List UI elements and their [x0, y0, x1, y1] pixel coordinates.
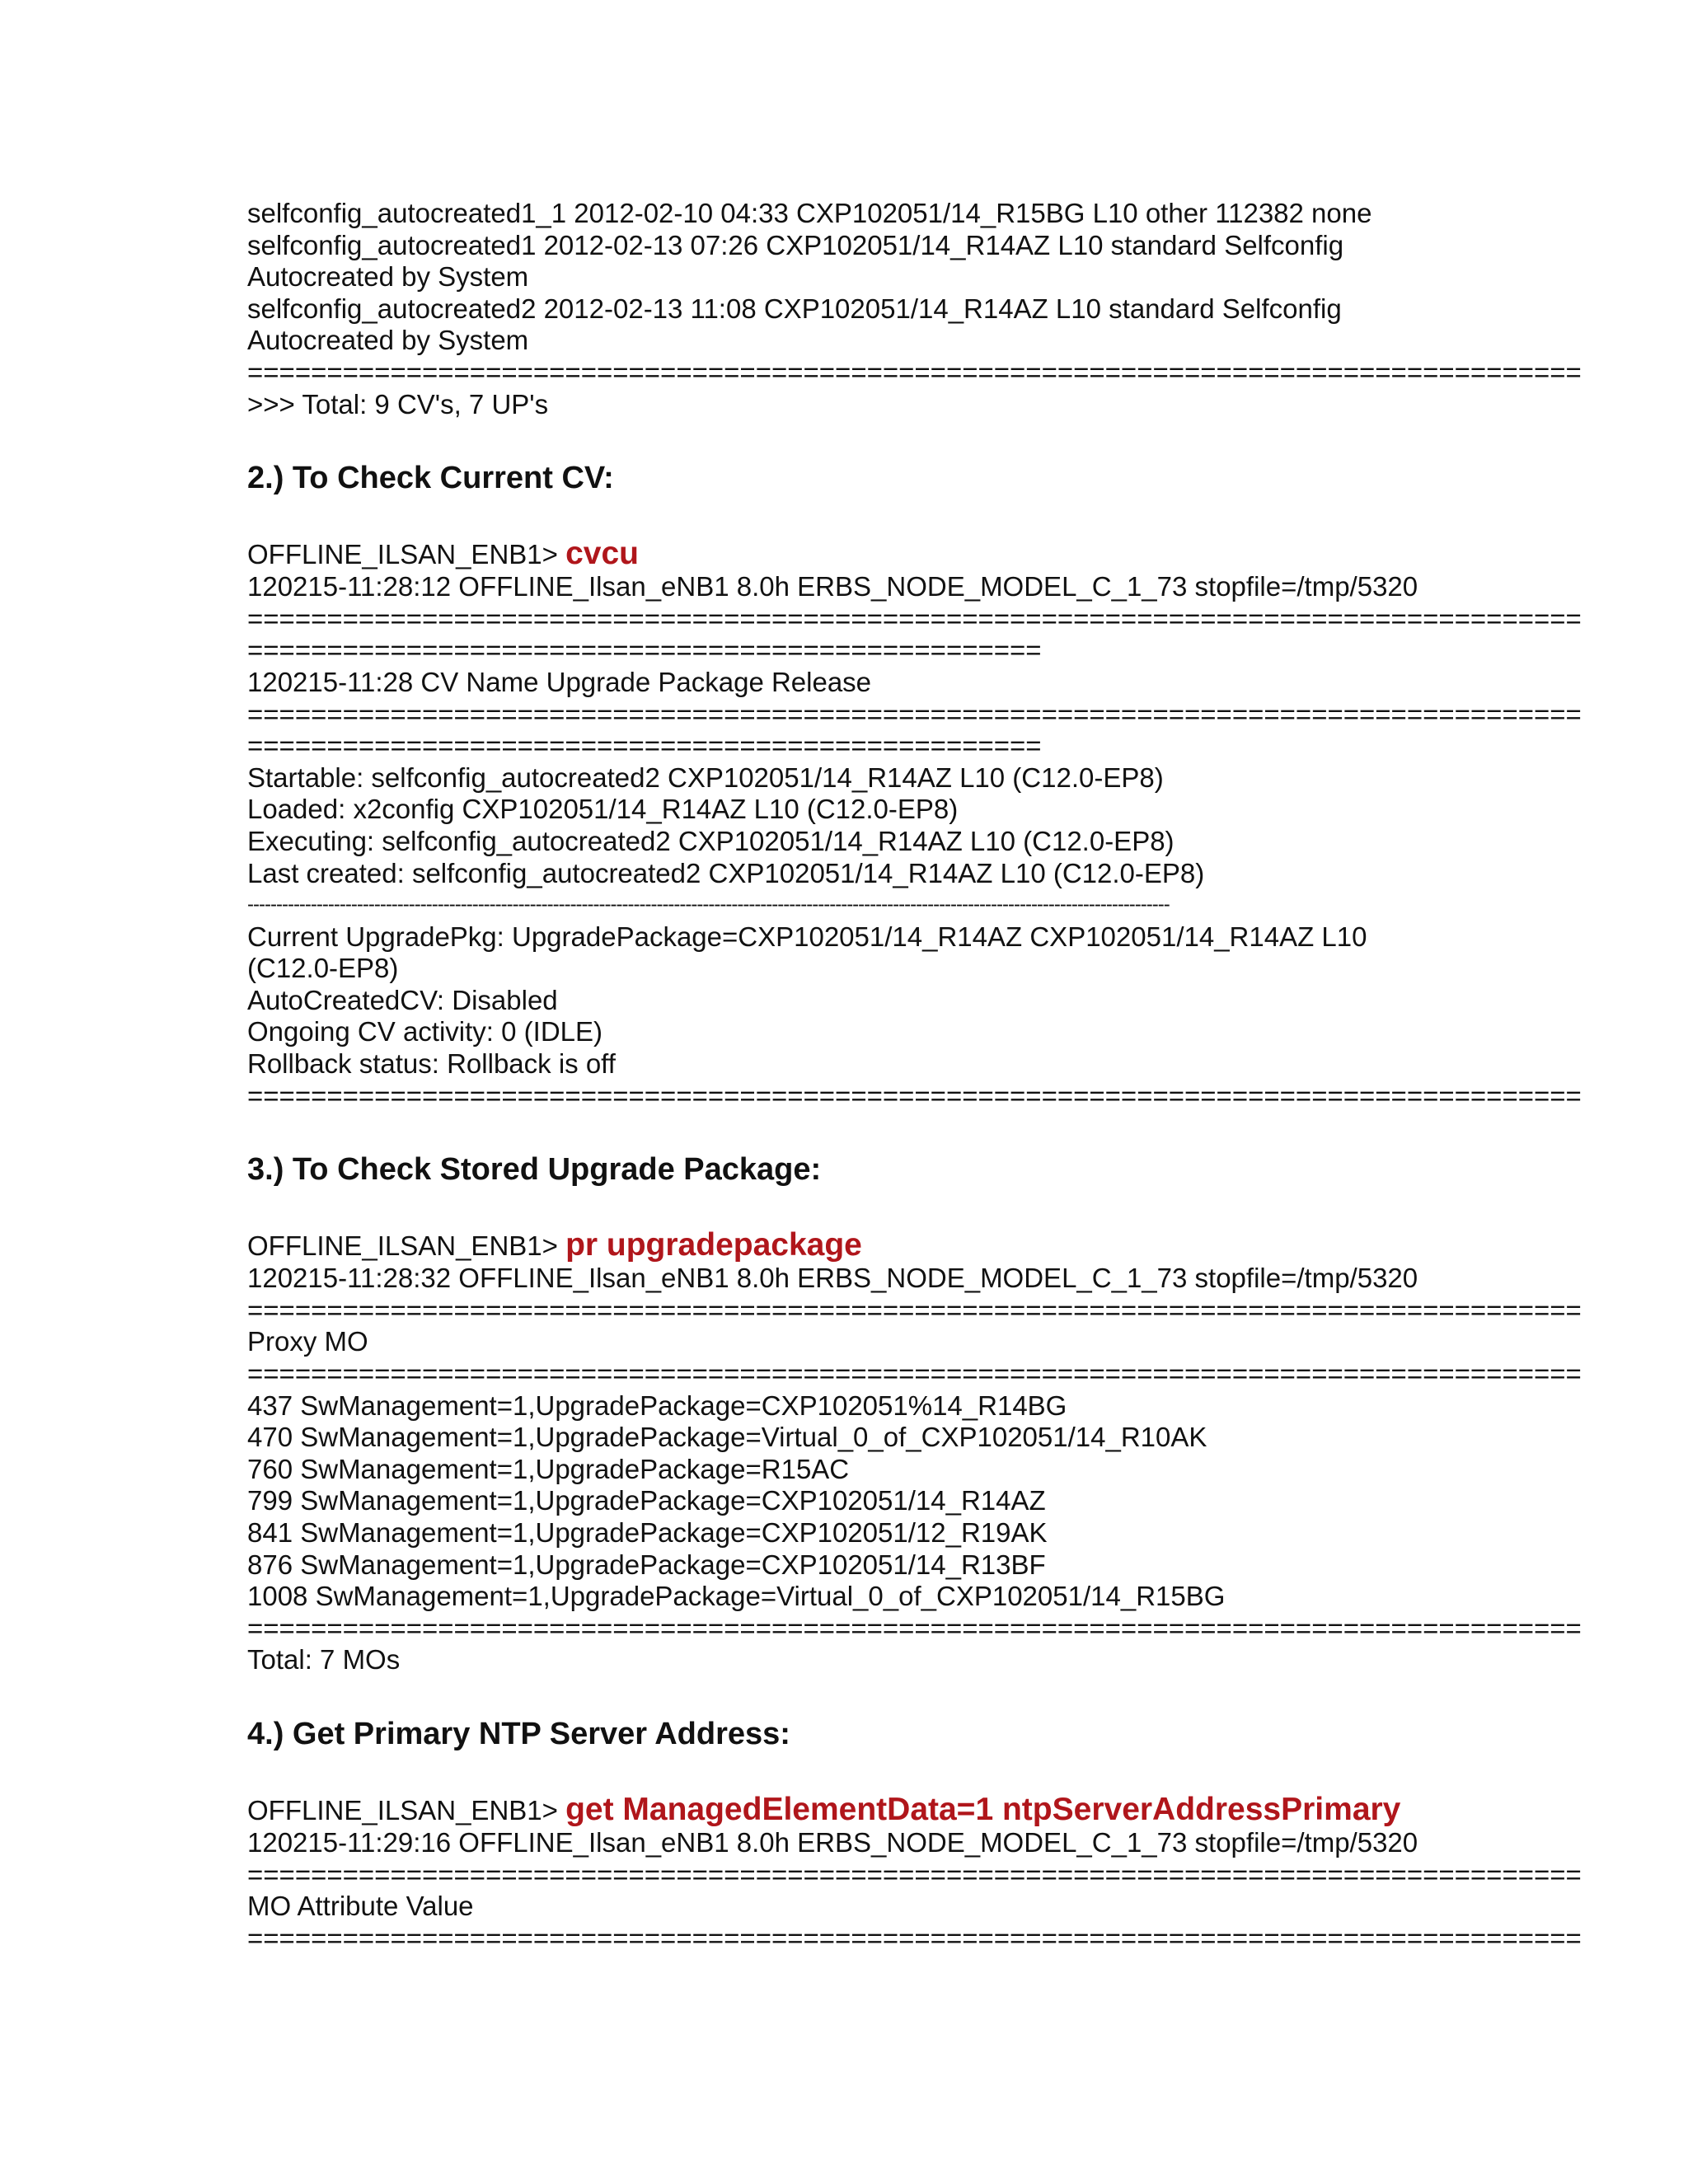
separator: ==================================================================================== — [247, 698, 1582, 729]
table-row: 799 SwManagement=1,UpgradePackage=CXP102051/14_R14AZ — [247, 1485, 1046, 1516]
prompt: OFFLINE_ILSAN_ENB1> — [247, 1794, 566, 1825]
command-line — [247, 1793, 1484, 1827]
upgrade-package-block — [247, 1227, 1582, 1676]
command-text: pr upgradepackage — [565, 1227, 862, 1263]
table-row: Executing: selfconfig_autocreated2 CXP102051/14_R14AZ L10 (C12.0-EP8) — [247, 825, 1175, 856]
separator: ==================================================================================== — [247, 1922, 1582, 1953]
detail-line: AutoCreatedCV: Disabled — [247, 984, 558, 1015]
prompt: OFFLINE_ILSAN_ENB1> — [247, 539, 566, 570]
cv-list-line: selfconfig_autocreated2 2012-02-13 11:08 CXP102051/14_R14AZ L10 standard Selfconfig — [247, 293, 1342, 324]
cv-list-line: Autocreated by System — [247, 325, 529, 356]
table-row: 841 SwManagement=1,UpgradePackage=CXP102051/12_R19AK — [247, 1517, 1048, 1548]
command-text: cvcu — [565, 536, 639, 572]
detail-line: (C12.0-EP8) — [247, 953, 399, 984]
table-row: 876 SwManagement=1,UpgradePackage=CXP102051/14_R13BF — [247, 1549, 1046, 1580]
table-header: MO Attribute Value — [247, 1891, 474, 1922]
detail-line: Rollback status: Rollback is off — [247, 1048, 616, 1080]
separator: ==================================================================================== — [247, 1612, 1582, 1643]
table-row: Loaded: x2config CXP102051/14_R14AZ L10 (C12.0-EP8) — [247, 794, 959, 825]
section-heading-ntp-server: 4.) Get Primary NTP Server Address: — [247, 1716, 790, 1751]
table-row: Last created: selfconfig_autocreated2 CXP102051/14_R14AZ L10 (C12.0-EP8) — [247, 857, 1205, 888]
table-row: Startable: selfconfig_autocreated2 CXP102051/14_R14AZ L10 (C12.0-EP8) — [247, 762, 1164, 793]
table-row: 437 SwManagement=1,UpgradePackage=CXP102051%14_R14BG — [247, 1390, 1067, 1421]
separator: ==================================================================================== — [247, 1358, 1582, 1390]
table-row: 470 SwManagement=1,UpgradePackage=Virtual_0_of_CXP102051/14_R10AK — [247, 1422, 1207, 1453]
separator: ================================================== — [247, 635, 1042, 666]
detail-line: Current UpgradePkg: UpgradePackage=CXP102051/14_R14AZ CXP102051/14_R14AZ L10 — [247, 921, 1367, 952]
cv-list-line: selfconfig_autocreated1 2012-02-13 07:26 CXP102051/14_R14AZ L10 standard Selfconfig — [247, 229, 1344, 260]
table-header: Proxy MO — [247, 1326, 368, 1357]
document-page — [247, 198, 1582, 1954]
separator: ==================================================================================== — [247, 602, 1582, 634]
ntp-server-block — [247, 1791, 1582, 1954]
separator: ================================================== — [247, 730, 1042, 762]
cv-list-block — [247, 198, 1582, 420]
separator: ==================================================================================== — [247, 356, 1582, 387]
detail-line: Ongoing CV activity: 0 (IDLE) — [247, 1016, 603, 1047]
separator: ==================================================================================== — [247, 1294, 1582, 1325]
cv-list-line: selfconfig_autocreated1_1 2012-02-10 04:33 CXP102051/14_R15BG L10 other 112382 none — [247, 198, 1372, 228]
cv-list-line: Autocreated by System — [247, 261, 529, 293]
cv-total: >>> Total: 9 CV's, 7 UP's — [247, 388, 549, 419]
node-info-line: 120215-11:28:12 OFFLINE_Ilsan_eNB1 8.0h ERBS_NODE_MODEL_C_1_73 stopfile=/tmp/5320 — [247, 571, 1418, 602]
command-line — [247, 1229, 1484, 1263]
mo-total: Total: 7 MOs — [247, 1644, 401, 1675]
command-text: get ManagedElementData=1 ntpServerAddressPrimary — [565, 1791, 1401, 1827]
node-info-line: 120215-11:28:32 OFFLINE_Ilsan_eNB1 8.0h ERBS_NODE_MODEL_C_1_73 stopfile=/tmp/5320 — [247, 1263, 1418, 1294]
table-row: 1008 SwManagement=1,UpgradePackage=Virtual_0_of_CXP102051/14_R15BG — [247, 1581, 1226, 1612]
node-info-line: 120215-11:29:16 OFFLINE_Ilsan_eNB1 8.0h ERBS_NODE_MODEL_C_1_73 stopfile=/tmp/5320 — [247, 1826, 1418, 1858]
section-heading-upgrade-package: 3.) To Check Stored Upgrade Package: — [247, 1152, 822, 1188]
table-row: 760 SwManagement=1,UpgradePackage=R15AC — [247, 1453, 850, 1484]
command-line — [247, 537, 1484, 571]
current-cv-block — [247, 536, 1582, 1112]
table-header: 120215-11:28 CV Name Upgrade Package Release — [247, 666, 872, 697]
separator: ==================================================================================== — [247, 1858, 1582, 1890]
section-heading-current-cv: 2.) To Check Current CV: — [247, 461, 614, 496]
dash-separator: ---------------------------------------------------------------------------------------------------------------------------------------------------------------- — [247, 893, 1170, 916]
prompt: OFFLINE_ILSAN_ENB1> — [247, 1230, 566, 1262]
separator: ==================================================================================== — [247, 1080, 1582, 1111]
